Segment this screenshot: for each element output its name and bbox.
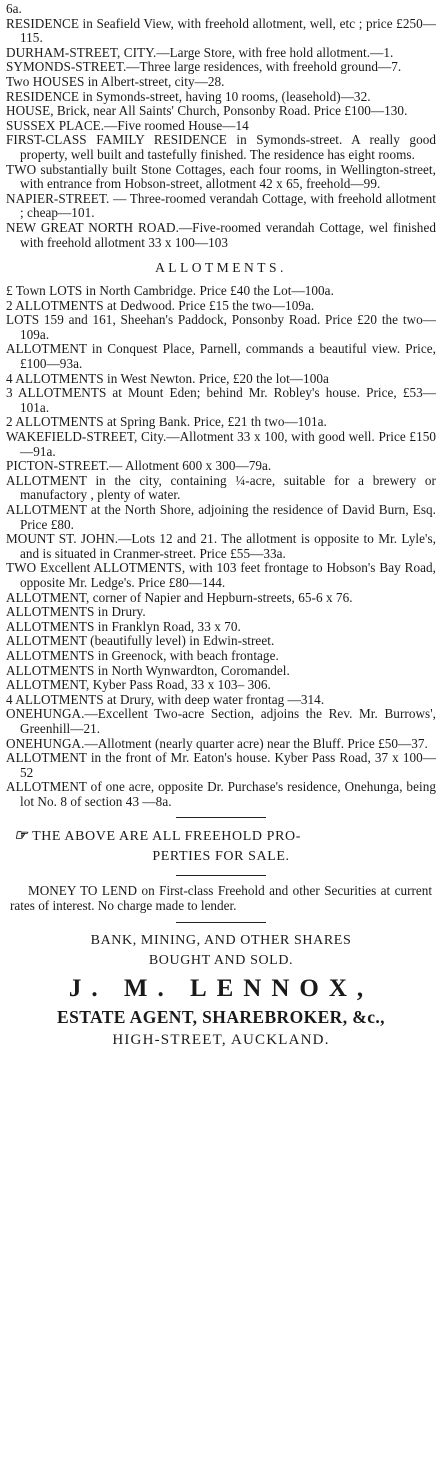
divider-rule [176, 875, 266, 876]
allotment-entry: ALLOTMENT in the front of Mr. Eaton's house. Kyber Pass Road, 37 x 100—52 [6, 750, 436, 780]
allotment-entry: ALLOTMENTS in Greenock, with beach frontage. [6, 647, 279, 663]
shares-notice [6, 931, 436, 971]
allotment-entry: 2 ALLOTMENTS at Dedwood. Price £15 the two—109a. [6, 297, 315, 313]
agent-name: J. M. LENNOX, [68, 974, 374, 1002]
listing-entry: SUSSEX PLACE.—Five roomed House—14 [6, 117, 249, 133]
money-to-lend-notice: MONEY TO LEND on First-class Freehold and other Securities at current rates of interest. No charge made to lender. [10, 883, 432, 914]
allotment-entry: ALLOTMENT, Kyber Pass Road, 33 x 103– 306. [6, 677, 271, 693]
allotment-entry: ONEHUNGA.—Allotment (nearly quarter acre) near the Bluff. Price £50—37. [6, 735, 428, 751]
allotment-entry: PICTON-STREET.— Allotment 600 x 300—79a. [6, 458, 272, 474]
allotment-entry: ONEHUNGA.—Excellent Two-acre Section, adjoins the Rev. Mr. Burrows', Greenhill—21. [6, 706, 436, 736]
divider-rule [176, 817, 266, 818]
shares-notice-line: BANK, MINING, AND OTHER SHARES [90, 932, 352, 948]
listing-fragment: 6a. [6, 1, 22, 16]
listing-entry: RESIDENCE in Seafield View, with freehold allotment, well, etc ; price £250—115. [6, 15, 436, 46]
allotment-entry: ALLOTMENT of one acre, opposite Dr. Purchase's residence, Onehunga, being lot No. 8 of section 43 —8a. [6, 779, 436, 809]
allotment-entry: LOTS 159 and 161, Sheehan's Paddock, Ponsonby Road. Price £20 the two— 109a. [6, 312, 436, 342]
listing-entry: NAPIER-STREET. — Three-roomed verandah Cottage, with freehold allotment ; cheap—101. [6, 190, 436, 221]
listing-entry: Two HOUSES in Albert-street, city—28. [6, 73, 225, 89]
property-listings [6, 2, 436, 250]
listing-entry: TWO substantially built Stone Cottages, each four rooms, in Wellington-street, with entrance from Hobson-street, allotment 42 x 65, freehold—99. [6, 161, 436, 192]
freehold-notice-line: PERTIES FOR SALE. [152, 849, 290, 865]
listing-entry: DURHAM-STREET, CITY.—Large Store, with free hold allotment.—1. [6, 44, 394, 60]
allotment-entry: 3 ALLOTMENTS at Mount Eden; behind Mr. Robley's house. Price, £53—101a. [6, 385, 436, 415]
allotment-entry: ALLOTMENTS in Drury. [6, 604, 146, 620]
allotment-entry: ALLOTMENTS in North Wynwardton, Coromandel. [6, 662, 290, 678]
allotment-entry: £ Town LOTS in North Cambridge. Price £40 the Lot—100a. [6, 283, 334, 299]
allotment-entry: 2 ALLOTMENTS at Spring Bank. Price, £21 th two—101a. [6, 414, 327, 430]
allotment-entry: TWO Excellent ALLOTMENTS, with 103 feet frontage to Hobson's Bay Road, opposite Mr. Ledge's. Price £80—144. [6, 560, 436, 590]
allotment-entry: ALLOTMENT (beautifully level) in Edwin-street. [6, 633, 275, 649]
listing-entry: SYMONDS-STREET.—Three large residences, with freehold ground—7. [6, 59, 402, 75]
listing-entry: NEW GREAT NORTH ROAD.—Five-roomed verandah Cottage, wel finished with freehold allotment 33 x 100—103 [6, 219, 436, 250]
allotment-listings [6, 284, 436, 809]
pointing-hand-icon: ☞ [14, 828, 29, 845]
shares-notice-line: BOUGHT AND SOLD. [148, 952, 294, 968]
allotment-entry: 4 ALLOTMENTS in West Newton. Price, £20 the lot—100a [6, 370, 329, 386]
listing-entry: HOUSE, Brick, near All Saints' Church, Ponsonby Road. Price £100—130. [6, 103, 408, 119]
listing-entry: FIRST-CLASS FAMILY RESIDENCE in Symonds-street. A really good property, well built and tastefully finished. The residence has eight rooms. [6, 132, 436, 162]
allotment-entry: 4 ALLOTMENTS at Drury, with deep water frontag —314. [6, 691, 325, 707]
allotment-entry: WAKEFIELD-STREET, City.—Allotment 33 x 100, with good well. Price £150—91a. [6, 429, 436, 459]
freehold-notice-text: THE ABOVE ARE ALL FREEHOLD PRO- [32, 829, 301, 845]
agent-title: ESTATE AGENT, SHAREBROKER, &c., [57, 1006, 385, 1027]
allotment-entry: ALLOTMENT in Conquest Place, Parnell, commands a beautiful view. Price, £100—93a. [6, 341, 436, 372]
freehold-notice-line [6, 826, 436, 847]
allotment-entry: ALLOTMENT in the city, containing ¼-acre, suitable for a brewery or manufactory , plenty of water. [6, 472, 436, 503]
allotment-entry: MOUNT ST. JOHN.—Lots 12 and 21. The allotment is opposite to Mr. Lyle's, and is situated in Cranmer-street. Price £55—33a. [6, 531, 436, 561]
allotment-entry: ALLOTMENT at the North Shore, adjoining the residence of David Burn, Esq. Price £80. [6, 502, 436, 532]
divider-rule [176, 922, 266, 923]
allotments-heading: ALLOTMENTS. [155, 260, 287, 276]
listing-entry: RESIDENCE in Symonds-street, having 10 rooms, (leasehold)—32. [6, 88, 371, 104]
agent-address: HIGH-STREET, AUCKLAND. [112, 1031, 330, 1048]
freehold-notice [6, 826, 436, 867]
allotment-entry: ALLOTMENT, corner of Napier and Hepburn-streets, 65-6 x 76. [6, 589, 353, 605]
allotment-entry: ALLOTMENTS in Franklyn Road, 33 x 70. [6, 618, 241, 634]
